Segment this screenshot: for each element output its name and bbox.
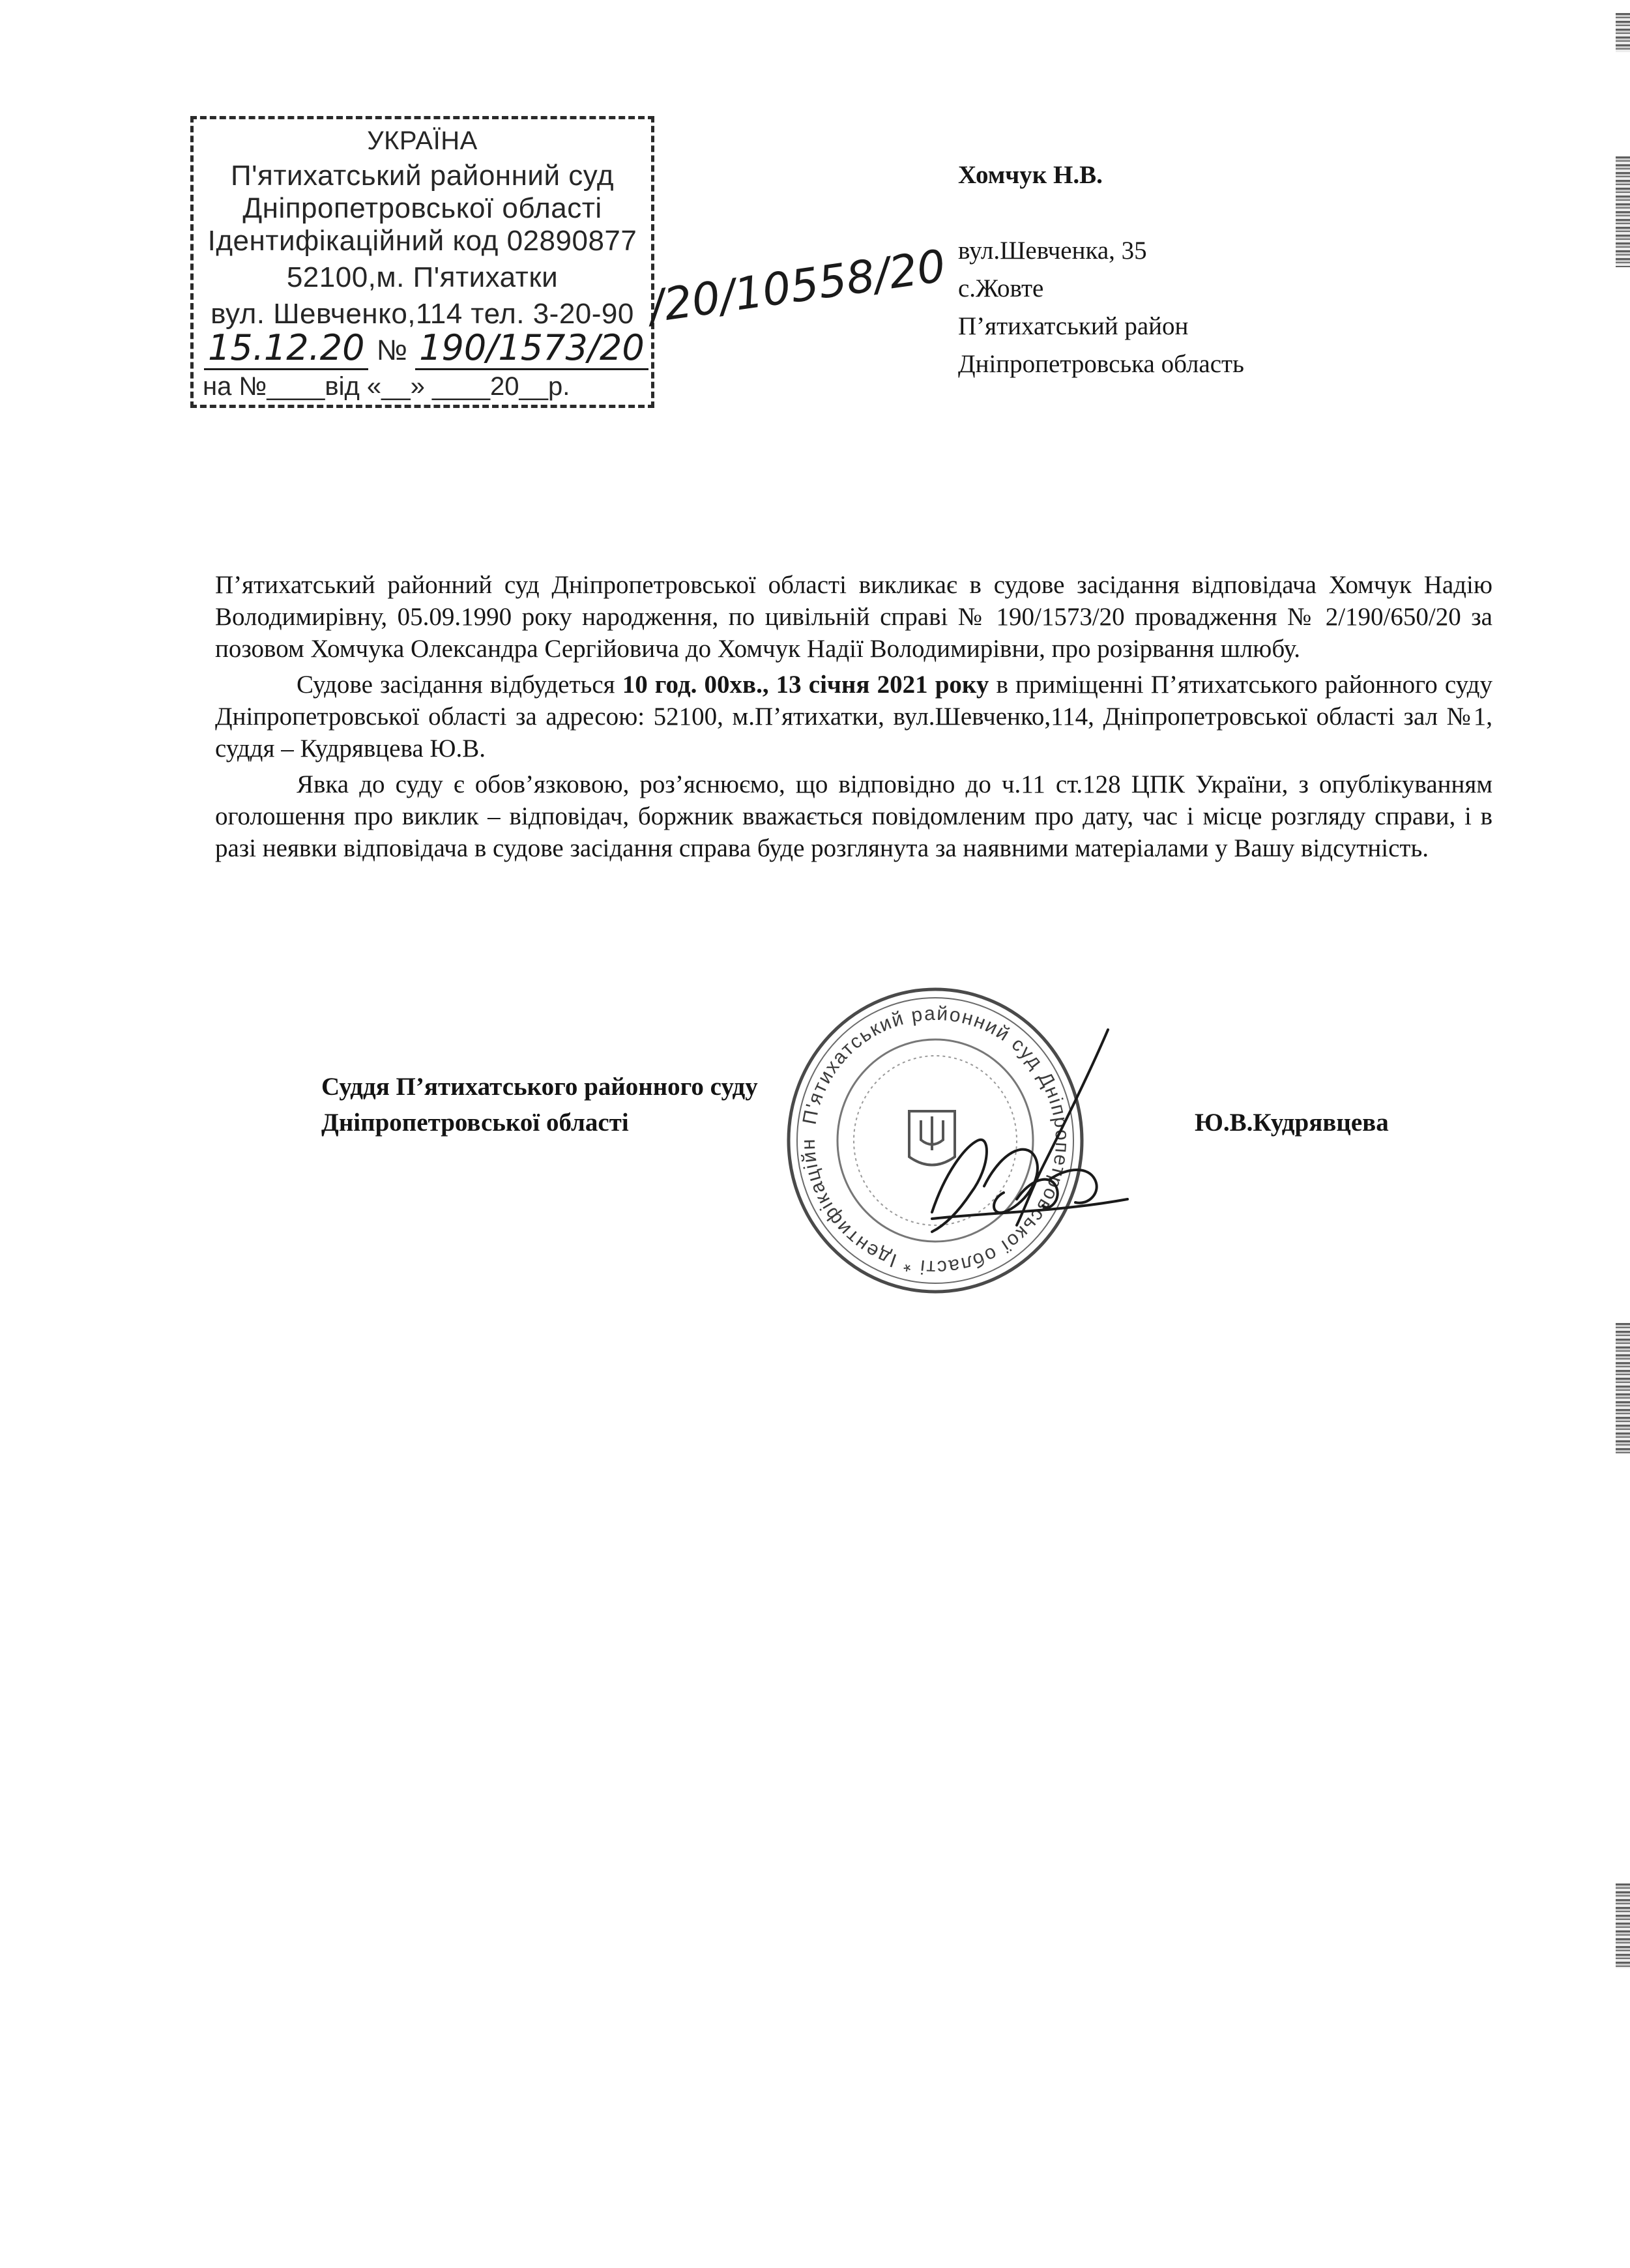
judge-title-line-2: Дніпропетровської області <box>321 1109 629 1137</box>
stamp-reg-date: 15.12.20 <box>204 327 368 370</box>
hearing-datetime: 10 год. 00хв., 13 січня 2021 року <box>622 671 989 699</box>
body-paragraph-3: Явка до суду є обов’язковою, роз’яснюємо, що відповідно до ч.11 ст.128 ЦПК України, з опублікуванням оголошення про виклик – відповідач, боржник вважається повідомленим про дату, час і місце розгляду справи, і в разі неявки відповідача в судове засідання справа буде розглянута за наявними матеріалами у Вашу відсутність. <box>215 770 1492 862</box>
addressee-district: П’ятихатський район <box>958 312 1189 340</box>
seal-ring-text: П'ятихатський районний суд Дніпропетровської області * Ідентифікаційн <box>797 1002 1073 1279</box>
judge-title-line-1: Суддя П’ятихатського районного суду <box>321 1073 758 1101</box>
scan-edge-artifact <box>1616 1883 1630 1968</box>
stamp-address: вул. Шевченко,114 тел. 3-20-90 <box>211 298 634 330</box>
addressee-block <box>958 156 1244 383</box>
stamp-court-name: П'ятихатський районний суд <box>231 160 614 192</box>
scan-edge-artifact <box>1616 156 1630 267</box>
addressee-oblast: Дніпропетровська область <box>958 350 1244 378</box>
stamp-reply-line: на №____від «__» ____20__р. <box>203 372 570 401</box>
judge-name: Ю.В.Кудрявцева <box>1195 1109 1389 1137</box>
stamp-reg-number: 190/1573/20 <box>415 327 648 370</box>
addressee-name: Хомчук Н.В. <box>958 161 1103 189</box>
stamp-id-code: Ідентифікаційний код 02890877 <box>207 225 637 257</box>
stamp-no-label: № <box>376 334 407 366</box>
stamp-country: УКРАЇНА <box>367 126 478 155</box>
registration-stamp <box>190 116 654 408</box>
stamp-registration-row <box>204 327 648 368</box>
addressee-street: вул.Шевченка, 35 <box>958 237 1147 265</box>
hearing-intro: Судове засідання відбудеться <box>297 671 622 699</box>
scan-edge-artifact <box>1616 1323 1630 1453</box>
addressee-village: с.Жовте <box>958 274 1044 302</box>
summons-body <box>215 569 1492 864</box>
stamp-region: Дніпропетровської області <box>242 192 602 224</box>
body-paragraph-1: П’ятихатський районний суд Дніпропетровської області викликає в судове засідання відповідача Хомчук Надію Володимирівну, 05.09.1990 року народження, по цивільній справі № 190/1573/20 провадження № 2/190/650/20 за позовом Хомчука Олександра Сергійовича до Хомчук Надії Володимирівни, про розірвання шлюбу. <box>215 571 1492 663</box>
hearing-location: в приміщенні П’ятихатського районного суду Дніпропетровської області за адресою: 52100, м.П’ятихатки, вул.Шевченко,114, Дніпропетровської області зал №1, суддя – Кудрявцева Ю.В. <box>215 671 1493 763</box>
scan-edge-artifact <box>1616 13 1630 52</box>
stamp-city: 52100,м. П'ятихатки <box>286 261 559 293</box>
handwritten-incoming-number: /20/10558/20 <box>646 240 949 333</box>
body-paragraph-2 <box>215 669 1492 764</box>
judge-handwritten-signature <box>893 1017 1141 1264</box>
